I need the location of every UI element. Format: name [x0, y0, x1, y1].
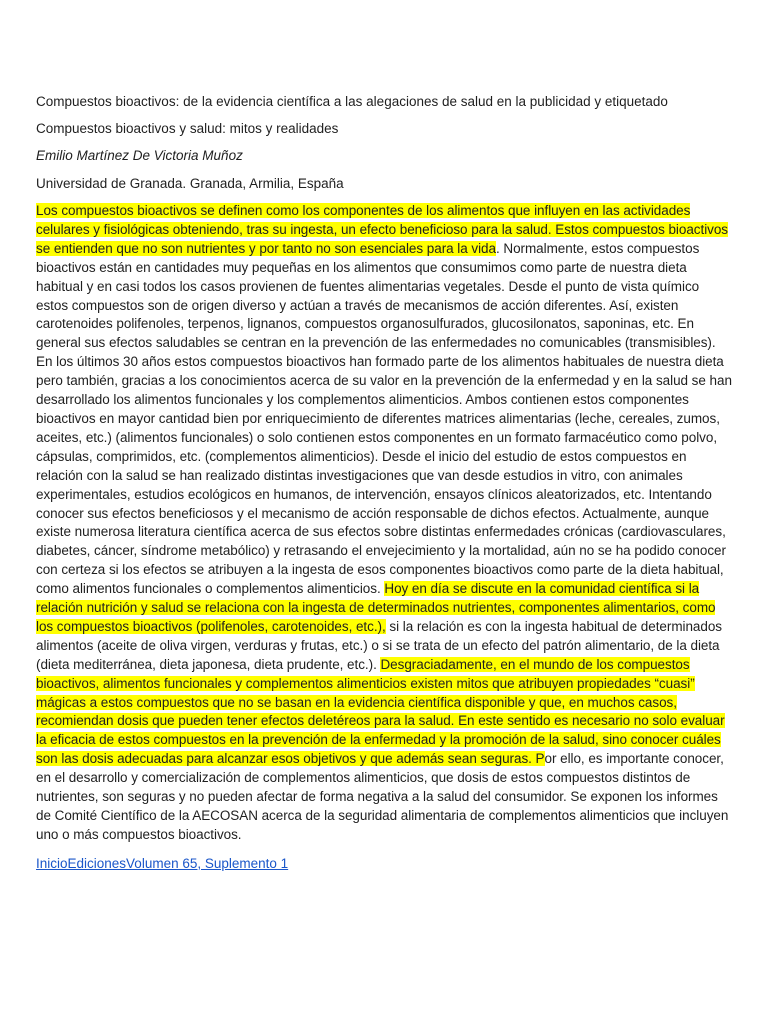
highlighted-text-myths: Desgraciadamente, en el mundo de los compuestos bioactivos, alimentos funcionales y complementos alimenticios existen mitos que atribuyen propiedades “cuasi” mágicas a estos compuestos que no se basan en la evidencia científica disponible y que, en muchos casos, recomiendan dosis que pueden tener efectos deletéreos para la salud. En este sentido es necesario no solo evaluar la eficacia de estos compuestos en la prevención de la enfermedad y la promoción de la salud, sino conocer cuáles son las dosis adecuadas para alcanzar esos objetivos y que además sean seguras. P [36, 656, 725, 767]
author-name: Emilio Martínez De Victoria Muñoz [36, 148, 243, 163]
breadcrumb-link[interactable]: InicioEdicionesVolumen 65, Suplemento 1 [36, 855, 289, 871]
body-text-segment: . Normalmente, estos compuestos bioactivos están en cantidades muy pequeñas en los alimentos que consumimos como parte de nuestra dieta habitual y en casi todos los casos provienen de fuentes alimentarias vegetales. Desde el punto de vista químico estos compuestos son de origen diverso y actúan a través de mecanismos de acción diferentes. Así, existen carotenoides polifenoles, terpenos, lignanos, compuestos organosulfurados, glucosilonatos, saponinas, etc. En general sus efectos saludables se centran en la prevención de las enfermedades no comunicables (transmisibles). En los últimos 30 años estos compuestos bioactivos han formado parte de los alimentos habituales de nuestra dieta pero también, gracias a los conocimientos acerca de su valor en la prevención de la enfermedad y en la salud se han desarrollado los alimentos funcionales y los complementos alimenticios. Ambos contienen estos componentes bioactivos en mayor cantidad bien por enriquecimiento de diferentes matrices alimentarias (leche, cereales, zumos, aceites, etc.) (alimentos funcionales) o solo contienen estos componentes en un formato farmacéutico como polvo, cápsulas, comprimidos, etc. (complementos alimenticios). Desde el inicio del estudio de estos compuestos en relación con la salud se han realizado distintas investigaciones que van desde estudios in vitro, con animales experimentales, estudios ecológicos en humanos, de intervención, ensayos clínicos aleatorizados, etc. Intentando conocer sus efectos beneficiosos y el mecanismo de acción responsable de dichos efectos. Actualmente, aunque existe numerosa literatura científica acerca de sus efectos sobre distintas enfermedades crónicas (cardiovasculares, diabetes, cáncer, síndrome metabólico) y retrasando el envejecimiento y la mortalidad, aún no se ha podido conocer con certeza si los efectos se atribuyen a la ingesta de esos componentes bioactivos como parte de la dieta habitual, como alimentos funcionales o complementos alimenticios. [36, 240, 732, 597]
body-text-segment: or ello, es importante conocer, en el desarrollo y comercialización de complementos alimenticios, que dosis de estos compuestos distintos de nutrientes, son seguras y no pueden afectar de forma negativa a la salud del consumidor. Se exponen los informes de Comité Científico de la AECOSAN acerca de la seguridad alimentaria de complementos alimenticios que incluyen uno o más compuestos bioactivos. [36, 751, 729, 842]
highlighted-text-debate: Hoy en día se discute en la comunidad científica si la relación nutrición y salud se relaciona con la ingesta de determinados nutrientes, componentes alimentarios, como los compuestos bioactivos (polifenoles, carotenoides, etc.), [36, 581, 716, 634]
author-affiliation: Universidad de Granada. Granada, Armilia, España [36, 176, 344, 191]
document-subtitle: Compuestos bioactivos y salud: mitos y realidades [36, 121, 339, 136]
document-page [36, 92, 732, 873]
document-title: Compuestos bioactivos: de la evidencia científica a las alegaciones de salud en la publicidad y etiquetado [36, 94, 668, 109]
highlighted-text-definition: Los compuestos bioactivos se definen como los componentes de los alimentos que influyen en las actividades celulares y fisiológicas obteniendo, tras su ingesta, un efecto beneficioso para la salud. Estos compuestos bioactivos se entienden que no son nutrientes y por tanto no son esenciales para la vida [36, 203, 729, 256]
body-text-segment: si la relación es con la ingesta habitual de determinados alimentos (aceite de oliva virgen, verduras y frutas, etc.) o si se trata de un efecto del patrón alimentario, de la dieta (dieta mediterránea, dieta japonesa, dieta prudente, etc.). [36, 618, 722, 672]
abstract-paragraph [36, 202, 732, 845]
